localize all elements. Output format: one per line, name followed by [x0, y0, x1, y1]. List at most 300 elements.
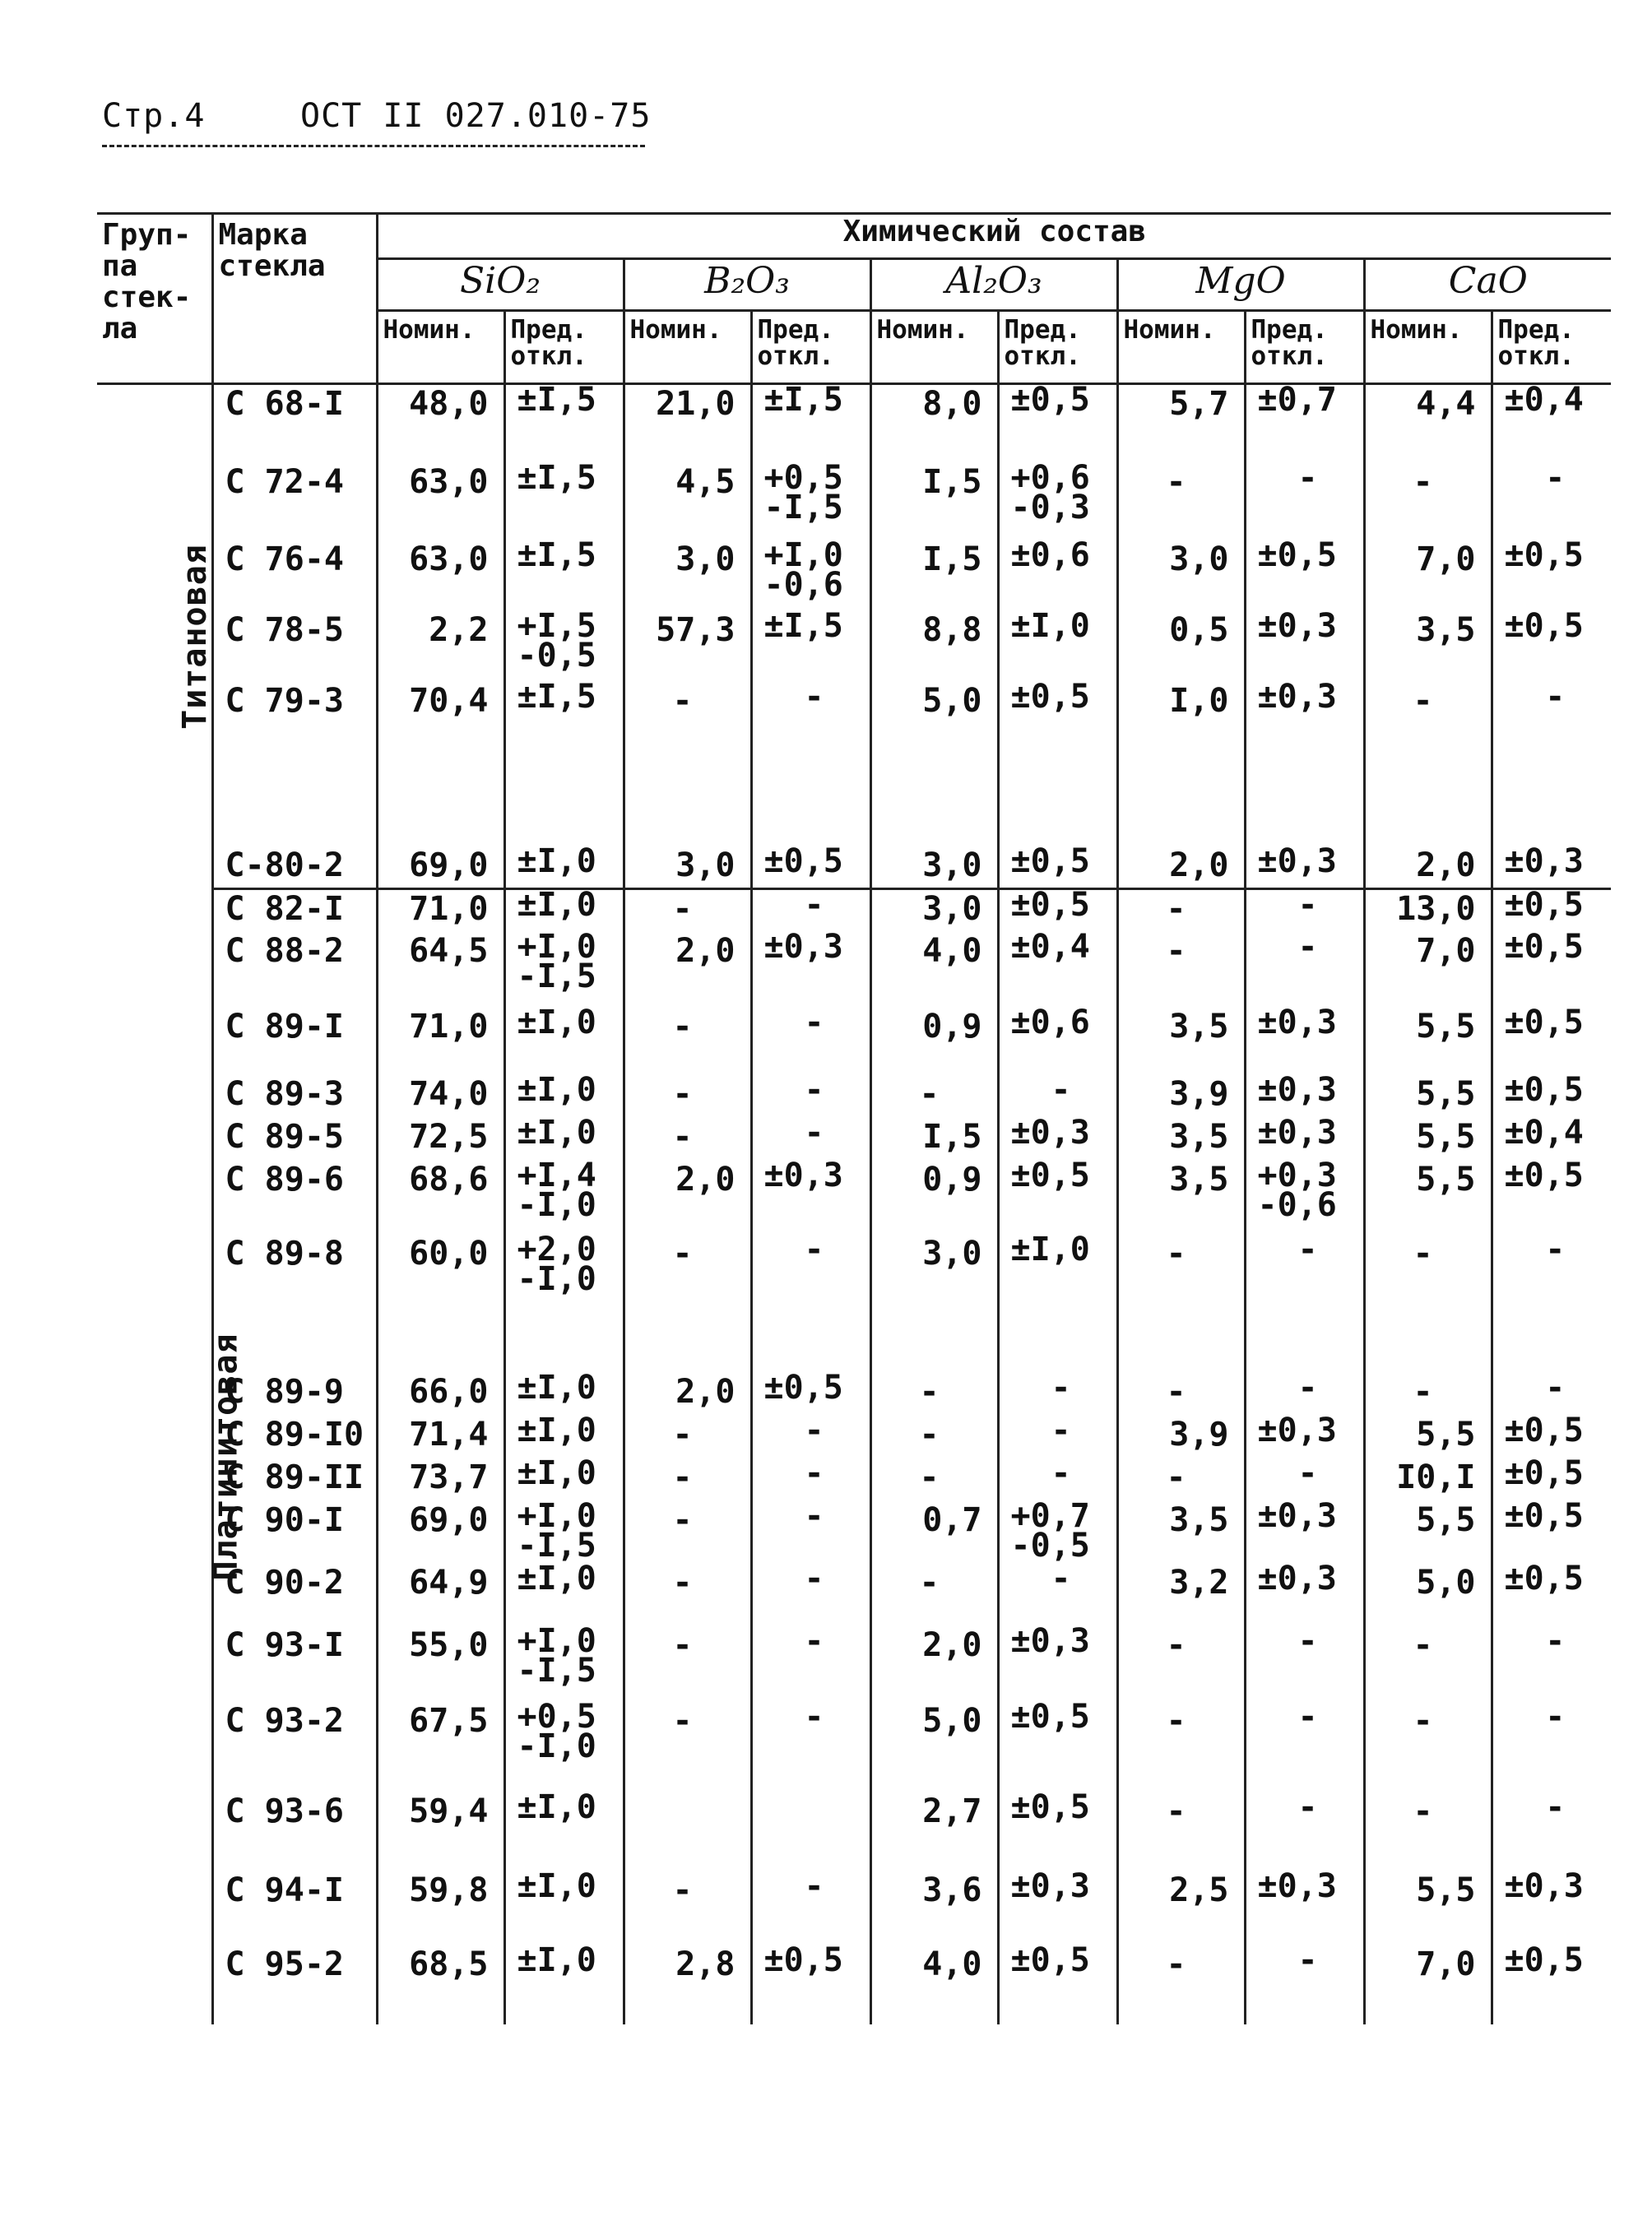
tolerance-cell-2: ±0,5 — [998, 1161, 1117, 1235]
nominal-cell-2: 4,0 — [870, 1945, 998, 2024]
nominal-cell-4: 5,5 — [1364, 1118, 1492, 1161]
tolerance-cell-1: ±I,5 — [751, 384, 870, 463]
component-header-0: SiO₂ — [377, 259, 624, 311]
tolerance-cell-2: ±0,3 — [998, 1626, 1117, 1702]
tolerance-cell-1: - — [751, 1501, 870, 1564]
tolerance-cell-1: ±0,5 — [751, 1945, 870, 2024]
tolerance-cell-3: - — [1245, 1945, 1364, 2024]
nominal-cell-4: - — [1364, 1702, 1492, 1792]
nominal-cell-1: - — [624, 1458, 751, 1501]
nominal-cell-3: - — [1117, 1626, 1245, 1702]
table-row — [97, 1075, 1611, 1118]
nominal-cell-1: 2,0 — [624, 1373, 751, 1416]
nominal-cell-4: 5,5 — [1364, 1416, 1492, 1458]
tolerance-cell-4: - — [1492, 1792, 1611, 1871]
tolerance-cell-3: - — [1245, 1235, 1364, 1373]
composition-table — [97, 212, 1611, 2024]
nominal-cell-3: 0,5 — [1117, 611, 1245, 682]
tolerance-cell-1: - — [751, 1235, 870, 1373]
nominal-cell-0: 66,0 — [377, 1373, 504, 1416]
tolerance-cell-3: +0,3 -0,6 — [1245, 1161, 1364, 1235]
nominal-cell-1: 21,0 — [624, 384, 751, 463]
table-row — [97, 1008, 1611, 1075]
nominal-cell-4: 5,0 — [1364, 1564, 1492, 1626]
nominal-cell-1: - — [624, 682, 751, 846]
tolerance-cell-2: ±0,3 — [998, 1118, 1117, 1161]
tolerance-cell-4: ±0,5 — [1492, 611, 1611, 682]
glass-mark: С 89-I0 — [212, 1416, 377, 1458]
glass-mark: С 76-4 — [212, 540, 377, 611]
glass-mark: С 89-II — [212, 1458, 377, 1501]
nominal-cell-2: 3,0 — [870, 846, 998, 889]
nominal-cell-4: 2,0 — [1364, 846, 1492, 889]
tolerance-cell-0: ±I,0 — [504, 1008, 624, 1075]
tolerance-cell-2: +0,6 -0,3 — [998, 463, 1117, 540]
nominal-cell-2: 8,0 — [870, 384, 998, 463]
tolerance-cell-4: - — [1492, 1235, 1611, 1373]
tolerance-cell-0: ±I,0 — [504, 1792, 624, 1871]
nominal-cell-1: - — [624, 1075, 751, 1118]
tolerance-cell-0: +2,0 -I,0 — [504, 1235, 624, 1373]
subheader-tolerance-2: Пред. откл. — [998, 311, 1117, 384]
nominal-cell-1: - — [624, 1626, 751, 1702]
tolerance-cell-2: ±I,0 — [998, 1235, 1117, 1373]
tolerance-cell-3: ±0,3 — [1245, 1075, 1364, 1118]
nominal-cell-1: - — [624, 1501, 751, 1564]
component-header-1: B₂O₃ — [624, 259, 870, 311]
tolerance-cell-2: +0,7 -0,5 — [998, 1501, 1117, 1564]
tolerance-cell-1: ±0,3 — [751, 932, 870, 1008]
tolerance-cell-1: - — [751, 1416, 870, 1458]
table-row — [97, 540, 1611, 611]
tolerance-cell-2: ±0,5 — [998, 384, 1117, 463]
nominal-cell-1: - — [624, 1702, 751, 1792]
tolerance-cell-2: ±0,5 — [998, 846, 1117, 889]
tolerance-cell-1: - — [751, 1075, 870, 1118]
nominal-cell-2: 3,0 — [870, 889, 998, 932]
nominal-cell-1: 57,3 — [624, 611, 751, 682]
nominal-cell-1: - — [624, 1118, 751, 1161]
nominal-cell-3: I,0 — [1117, 682, 1245, 846]
tolerance-cell-0: +I,0 -I,5 — [504, 1626, 624, 1702]
subheader-tolerance-4: Пред. откл. — [1492, 311, 1611, 384]
tolerance-cell-2: ±0,5 — [998, 1702, 1117, 1792]
nominal-cell-1: 2,0 — [624, 1161, 751, 1235]
nominal-cell-4: 4,4 — [1364, 384, 1492, 463]
tolerance-cell-1: - — [751, 1702, 870, 1792]
nominal-cell-4: 13,0 — [1364, 889, 1492, 932]
nominal-cell-3: - — [1117, 889, 1245, 932]
table-row — [97, 932, 1611, 1008]
tolerance-cell-3: - — [1245, 932, 1364, 1008]
table-row — [97, 611, 1611, 682]
tolerance-cell-3: ±0,3 — [1245, 1118, 1364, 1161]
table-row — [97, 1161, 1611, 1235]
nominal-cell-3: 5,7 — [1117, 384, 1245, 463]
tolerance-cell-3: - — [1245, 1702, 1364, 1792]
tolerance-cell-0: ±I,0 — [504, 1373, 624, 1416]
nominal-cell-3: - — [1117, 1373, 1245, 1416]
tolerance-cell-0: ±I,0 — [504, 846, 624, 889]
group-cell — [97, 384, 212, 889]
nominal-cell-4: I0,I — [1364, 1458, 1492, 1501]
subheader-tolerance-0: Пред. откл. — [504, 311, 624, 384]
tolerance-cell-3: ±0,3 — [1245, 846, 1364, 889]
tolerance-cell-3: - — [1245, 1792, 1364, 1871]
nominal-cell-3: 3,0 — [1117, 540, 1245, 611]
nominal-cell-3: - — [1117, 1702, 1245, 1792]
glass-mark: С 89-6 — [212, 1161, 377, 1235]
nominal-cell-1: - — [624, 1871, 751, 1945]
tolerance-cell-4: ±0,5 — [1492, 889, 1611, 932]
page-number: Стр.4 — [102, 97, 206, 135]
tolerance-cell-0: ±I,5 — [504, 463, 624, 540]
subheader-nominal-0: Номин. — [377, 311, 504, 384]
nominal-cell-3: - — [1117, 932, 1245, 1008]
tolerance-cell-2: ±0,6 — [998, 1008, 1117, 1075]
nominal-cell-3: - — [1117, 1792, 1245, 1871]
document-code: ОСТ II 027.010-75 — [300, 97, 652, 135]
tolerance-cell-4: ±0,3 — [1492, 846, 1611, 889]
nominal-cell-2: I,5 — [870, 463, 998, 540]
column-header-mark: Марка стекла — [212, 214, 377, 384]
tolerance-cell-2: ±0,3 — [998, 1871, 1117, 1945]
nominal-cell-0: 59,4 — [377, 1792, 504, 1871]
table-row — [97, 1564, 1611, 1626]
nominal-cell-0: 59,8 — [377, 1871, 504, 1945]
group-label: Платинитовая — [206, 1333, 245, 1580]
tolerance-cell-2: ±0,5 — [998, 682, 1117, 846]
nominal-cell-1: - — [624, 1008, 751, 1075]
glass-mark: С 93-I — [212, 1626, 377, 1702]
glass-mark: С 68-I — [212, 384, 377, 463]
tolerance-cell-0: +0,5 -I,0 — [504, 1702, 624, 1792]
tolerance-cell-3: - — [1245, 889, 1364, 932]
nominal-cell-4: 7,0 — [1364, 932, 1492, 1008]
tolerance-cell-1: ±0,5 — [751, 846, 870, 889]
tolerance-cell-4: ±0,5 — [1492, 1161, 1611, 1235]
nominal-cell-3: 3,9 — [1117, 1416, 1245, 1458]
tolerance-cell-0: ±I,5 — [504, 540, 624, 611]
tolerance-cell-0: ±I,0 — [504, 1075, 624, 1118]
table-body — [97, 381, 1611, 2024]
nominal-cell-2: - — [870, 1458, 998, 1501]
tolerance-cell-1 — [751, 1792, 870, 1871]
tolerance-cell-3: - — [1245, 1458, 1364, 1501]
group-cell — [97, 889, 245, 2024]
nominal-cell-0: 68,5 — [377, 1945, 504, 2024]
table-row — [97, 889, 1611, 932]
tolerance-cell-0: ±I,0 — [504, 889, 624, 932]
tolerance-cell-2: - — [998, 1458, 1117, 1501]
table-row — [97, 1118, 1611, 1161]
component-header-2: Al₂O₃ — [870, 259, 1117, 311]
nominal-cell-1: 3,0 — [624, 540, 751, 611]
nominal-cell-1: - — [624, 1564, 751, 1626]
tolerance-cell-4: ±0,5 — [1492, 1945, 1611, 2024]
tolerance-cell-3: ±0,3 — [1245, 1871, 1364, 1945]
tolerance-cell-2: ±0,5 — [998, 1792, 1117, 1871]
glass-mark: С 82-I — [212, 889, 377, 932]
tolerance-cell-3: ±0,5 — [1245, 540, 1364, 611]
glass-mark: С 78-5 — [212, 611, 377, 682]
nominal-cell-2: 4,0 — [870, 932, 998, 1008]
nominal-cell-0: 68,6 — [377, 1161, 504, 1235]
nominal-cell-3: 3,2 — [1117, 1564, 1245, 1626]
nominal-cell-3: 3,5 — [1117, 1008, 1245, 1075]
tolerance-cell-1: - — [751, 889, 870, 932]
nominal-cell-0: 67,5 — [377, 1702, 504, 1792]
nominal-cell-2: 2,0 — [870, 1626, 998, 1702]
table-row — [97, 1626, 1611, 1702]
nominal-cell-3: - — [1117, 1458, 1245, 1501]
tolerance-cell-2: - — [998, 1075, 1117, 1118]
tolerance-cell-1: - — [751, 1564, 870, 1626]
table-row — [97, 1945, 1611, 2024]
tolerance-cell-1: ±0,5 — [751, 1373, 870, 1416]
nominal-cell-2: - — [870, 1416, 998, 1458]
tolerance-cell-4: ±0,5 — [1492, 1501, 1611, 1564]
glass-mark: С 89-I — [212, 1008, 377, 1075]
nominal-cell-4: - — [1364, 1626, 1492, 1702]
subheader-nominal-4: Номин. — [1364, 311, 1492, 384]
tolerance-cell-2: ±0,6 — [998, 540, 1117, 611]
tolerance-cell-3: ±0,3 — [1245, 1416, 1364, 1458]
tolerance-cell-1: - — [751, 1626, 870, 1702]
nominal-cell-3: - — [1117, 463, 1245, 540]
subheader-nominal-2: Номин. — [870, 311, 998, 384]
subheader-tolerance-1: Пред. откл. — [751, 311, 870, 384]
component-header-4: CaO — [1364, 259, 1611, 311]
nominal-cell-0: 74,0 — [377, 1075, 504, 1118]
tolerance-cell-0: +I,0 -I,5 — [504, 932, 624, 1008]
nominal-cell-1 — [624, 1792, 751, 1871]
nominal-cell-2: 0,9 — [870, 1008, 998, 1075]
tolerance-cell-1: +I,0 -0,6 — [751, 540, 870, 611]
tolerance-cell-1: - — [751, 1871, 870, 1945]
header-underline — [102, 145, 645, 147]
tolerance-cell-3: - — [1245, 1626, 1364, 1702]
glass-mark: С 90-I — [212, 1501, 377, 1564]
nominal-cell-2: 5,0 — [870, 1702, 998, 1792]
table-row — [97, 1416, 1611, 1458]
tolerance-cell-0: ±I,0 — [504, 1118, 624, 1161]
tolerance-cell-4: ±0,3 — [1492, 1871, 1611, 1945]
tolerance-cell-4: ±0,5 — [1492, 1458, 1611, 1501]
nominal-cell-3: 3,9 — [1117, 1075, 1245, 1118]
nominal-cell-4: - — [1364, 463, 1492, 540]
nominal-cell-1: 4,5 — [624, 463, 751, 540]
nominal-cell-1: 2,8 — [624, 1945, 751, 2024]
component-header-3: MgO — [1117, 259, 1364, 311]
nominal-cell-2: 0,7 — [870, 1501, 998, 1564]
nominal-cell-0: 69,0 — [377, 846, 504, 889]
tolerance-cell-4: ±0,5 — [1492, 1564, 1611, 1626]
tolerance-cell-4: - — [1492, 1626, 1611, 1702]
tolerance-cell-4: - — [1492, 682, 1611, 846]
tolerance-cell-0: ±I,0 — [504, 1871, 624, 1945]
tolerance-cell-4: ±0,5 — [1492, 1416, 1611, 1458]
glass-mark: С 89-8 — [212, 1235, 377, 1373]
tolerance-cell-0: ±I,0 — [504, 1945, 624, 2024]
subheader-tolerance-3: Пред. откл. — [1245, 311, 1364, 384]
nominal-cell-2: I,5 — [870, 540, 998, 611]
tolerance-cell-2: ±0,5 — [998, 1945, 1117, 2024]
table-row — [97, 1501, 1611, 1564]
tolerance-cell-3: - — [1245, 463, 1364, 540]
tolerance-cell-0: ±I,0 — [504, 1416, 624, 1458]
tolerance-cell-1: - — [751, 682, 870, 846]
nominal-cell-3: - — [1117, 1945, 1245, 2024]
tolerance-cell-2: - — [998, 1416, 1117, 1458]
nominal-cell-4: 5,5 — [1364, 1075, 1492, 1118]
nominal-cell-2: 3,6 — [870, 1871, 998, 1945]
nominal-cell-2: 5,0 — [870, 682, 998, 846]
nominal-cell-3: - — [1117, 1235, 1245, 1373]
nominal-cell-4: 5,5 — [1364, 1161, 1492, 1235]
nominal-cell-2: 0,9 — [870, 1161, 998, 1235]
tolerance-cell-0: ±I,5 — [504, 682, 624, 846]
nominal-cell-0: 48,0 — [377, 384, 504, 463]
tolerance-cell-3: ±0,3 — [1245, 1008, 1364, 1075]
nominal-cell-2: 2,7 — [870, 1792, 998, 1871]
nominal-cell-4: 7,0 — [1364, 1945, 1492, 2024]
tolerance-cell-1: - — [751, 1008, 870, 1075]
nominal-cell-0: 70,4 — [377, 682, 504, 846]
nominal-cell-2: - — [870, 1564, 998, 1626]
nominal-cell-0: 64,5 — [377, 932, 504, 1008]
tolerance-cell-0: +I,0 -I,5 — [504, 1501, 624, 1564]
tolerance-cell-3: ±0,3 — [1245, 611, 1364, 682]
nominal-cell-2: - — [870, 1373, 998, 1416]
tolerance-cell-4: ±0,4 — [1492, 1118, 1611, 1161]
nominal-cell-0: 71,0 — [377, 1008, 504, 1075]
glass-mark: С 79-3 — [212, 682, 377, 846]
nominal-cell-4: - — [1364, 1792, 1492, 1871]
nominal-cell-0: 72,5 — [377, 1118, 504, 1161]
glass-mark: С 94-I — [212, 1871, 377, 1945]
tolerance-cell-2: - — [998, 1564, 1117, 1626]
tolerance-cell-2: - — [998, 1373, 1117, 1416]
nominal-cell-1: 2,0 — [624, 932, 751, 1008]
tolerance-cell-0: ±I,5 — [504, 384, 624, 463]
nominal-cell-1: 3,0 — [624, 846, 751, 889]
table-row — [97, 384, 1611, 463]
tolerance-cell-4: - — [1492, 1373, 1611, 1416]
nominal-cell-0: 71,0 — [377, 889, 504, 932]
tolerance-cell-3: ±0,3 — [1245, 1564, 1364, 1626]
nominal-cell-4: 7,0 — [1364, 540, 1492, 611]
glass-mark: С-80-2 — [212, 846, 377, 889]
table-row — [97, 1235, 1611, 1373]
table-row — [97, 1702, 1611, 1792]
nominal-cell-0: 60,0 — [377, 1235, 504, 1373]
nominal-cell-4: - — [1364, 682, 1492, 846]
subheader-nominal-1: Номин. — [624, 311, 751, 384]
nominal-cell-4: 5,5 — [1364, 1871, 1492, 1945]
table-row — [97, 846, 1611, 889]
glass-mark: С 88-2 — [212, 932, 377, 1008]
nominal-cell-1: - — [624, 1416, 751, 1458]
glass-mark: С 89-9 — [212, 1373, 377, 1416]
nominal-cell-1: - — [624, 1235, 751, 1373]
tolerance-cell-1: ±I,5 — [751, 611, 870, 682]
tolerance-cell-1: ±0,3 — [751, 1161, 870, 1235]
nominal-cell-2: 8,8 — [870, 611, 998, 682]
group-label: Титановая — [175, 544, 214, 730]
tolerance-cell-2: ±0,5 — [998, 889, 1117, 932]
tolerance-cell-3: ±0,3 — [1245, 682, 1364, 846]
nominal-cell-4: 3,5 — [1364, 611, 1492, 682]
tolerance-cell-0: +I,5 -0,5 — [504, 611, 624, 682]
glass-mark: С 93-6 — [212, 1792, 377, 1871]
glass-mark: С 95-2 — [212, 1945, 377, 2024]
tolerance-cell-3: - — [1245, 1373, 1364, 1416]
tolerance-cell-4: - — [1492, 1702, 1611, 1792]
tolerance-cell-1: - — [751, 1118, 870, 1161]
nominal-cell-4: - — [1364, 1235, 1492, 1373]
tolerance-cell-4: ±0,5 — [1492, 1008, 1611, 1075]
nominal-cell-0: 63,0 — [377, 463, 504, 540]
glass-mark: С 89-3 — [212, 1075, 377, 1118]
nominal-cell-3: 2,5 — [1117, 1871, 1245, 1945]
nominal-cell-2: - — [870, 1075, 998, 1118]
nominal-cell-4: 5,5 — [1364, 1501, 1492, 1564]
header-row-1 — [97, 214, 1611, 259]
nominal-cell-3: 3,5 — [1117, 1118, 1245, 1161]
nominal-cell-1: - — [624, 889, 751, 932]
tolerance-cell-2: ±I,0 — [998, 611, 1117, 682]
tolerance-cell-4: ±0,5 — [1492, 1075, 1611, 1118]
nominal-cell-4: - — [1364, 1373, 1492, 1416]
tolerance-cell-4: - — [1492, 463, 1611, 540]
tolerance-cell-3: ±0,3 — [1245, 1501, 1364, 1564]
table-row — [97, 1792, 1611, 1871]
table-row — [97, 1871, 1611, 1945]
nominal-cell-2: 3,0 — [870, 1235, 998, 1373]
tolerance-cell-4: ±0,5 — [1492, 540, 1611, 611]
tolerance-cell-4: ±0,4 — [1492, 384, 1611, 463]
nominal-cell-0: 63,0 — [377, 540, 504, 611]
table-row — [97, 463, 1611, 540]
glass-mark: С 93-2 — [212, 1702, 377, 1792]
tolerance-cell-4: ±0,5 — [1492, 932, 1611, 1008]
glass-mark: С 89-5 — [212, 1118, 377, 1161]
column-header-composition: Химический состав — [377, 214, 1611, 259]
tolerance-cell-2: ±0,4 — [998, 932, 1117, 1008]
nominal-cell-0: 73,7 — [377, 1458, 504, 1501]
glass-mark: С 72-4 — [212, 463, 377, 540]
nominal-cell-0: 69,0 — [377, 1501, 504, 1564]
nominal-cell-2: I,5 — [870, 1118, 998, 1161]
column-header-group: Груп- па стек- ла — [97, 214, 212, 384]
glass-mark: С 90-2 — [212, 1564, 377, 1626]
nominal-cell-3: 3,5 — [1117, 1161, 1245, 1235]
tolerance-cell-0: ±I,0 — [504, 1458, 624, 1501]
table-row — [97, 1458, 1611, 1501]
nominal-cell-3: 3,5 — [1117, 1501, 1245, 1564]
tolerance-cell-0: +I,4 -I,0 — [504, 1161, 624, 1235]
tolerance-cell-3: ±0,7 — [1245, 384, 1364, 463]
nominal-cell-3: 2,0 — [1117, 846, 1245, 889]
tolerance-cell-1: - — [751, 1458, 870, 1501]
nominal-cell-0: 55,0 — [377, 1626, 504, 1702]
nominal-cell-0: 2,2 — [377, 611, 504, 682]
tolerance-cell-1: +0,5 -I,5 — [751, 463, 870, 540]
table-row — [97, 682, 1611, 846]
tolerance-cell-0: ±I,0 — [504, 1564, 624, 1626]
table-row — [97, 1373, 1611, 1416]
